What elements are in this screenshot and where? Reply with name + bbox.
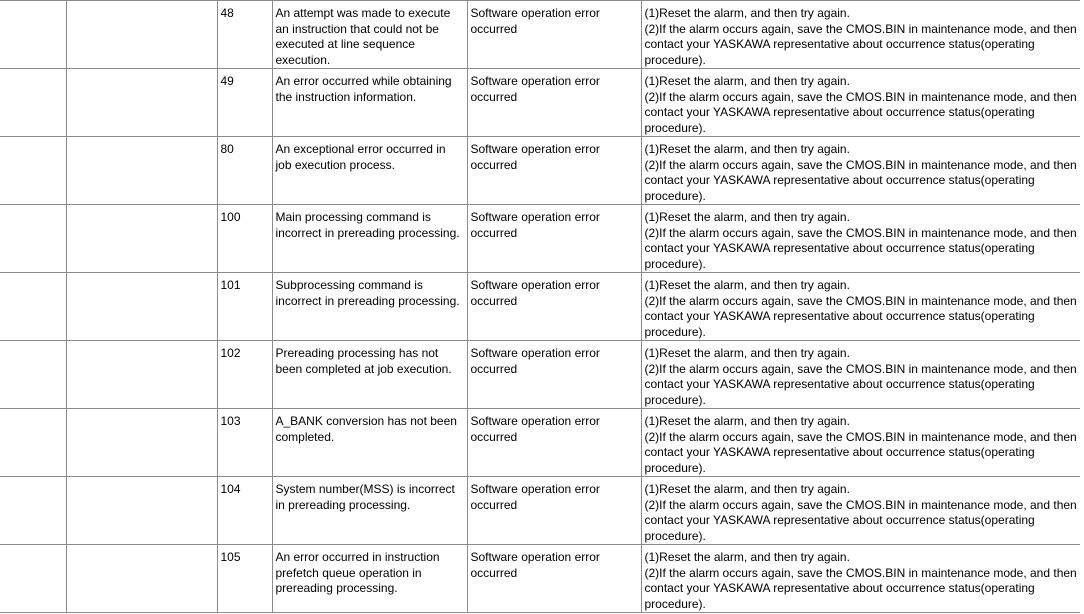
alarm-code-cell: 105 [217,545,272,613]
remedy-step: (1)Reset the alarm, and then try again. [644,6,850,20]
blank-cell [66,205,217,273]
alarm-remedy-cell [641,341,1080,409]
alarm-remedy-cell [641,409,1080,477]
blank-cell [66,137,217,205]
table-row [0,1,1080,69]
alarm-description-cell: Main processing command is incorrect in prereading processing. [272,205,467,273]
blank-cell [66,477,217,545]
remedy-step: (2)If the alarm occurs again, save the CMOS.BIN in maintenance mode, and then contact your YASKAWA representative about occurrence status(operating procedure). [644,565,1077,611]
alarm-description-cell: An error occurred in instruction prefetch queue operation in prereading processing. [272,545,467,613]
blank-cell [66,273,217,341]
alarm-cause-cell: Software operation error occurred [467,69,641,137]
remedy-step: (2)If the alarm occurs again, save the CMOS.BIN in maintenance mode, and then contact your YASKAWA representative about occurrence status(operating procedure). [644,157,1077,203]
alarm-description-cell: An exceptional error occurred in job execution process. [272,137,467,205]
remedy-step: (1)Reset the alarm, and then try again. [644,278,850,292]
table-row [0,477,1080,545]
blank-cell [0,137,66,205]
alarm-remedy-cell [641,205,1080,273]
alarm-description-cell: An error occurred while obtaining the instruction information. [272,69,467,137]
blank-cell [0,69,66,137]
remedy-step: (1)Reset the alarm, and then try again. [644,210,850,224]
alarm-table-body [0,1,1080,613]
alarm-code-cell: 101 [217,273,272,341]
blank-cell [66,69,217,137]
blank-cell [0,1,66,69]
alarm-remedy-cell [641,477,1080,545]
table-row [0,69,1080,137]
remedy-step: (1)Reset the alarm, and then try again. [644,74,850,88]
alarm-cause-cell: Software operation error occurred [467,273,641,341]
remedy-step: (2)If the alarm occurs again, save the CMOS.BIN in maintenance mode, and then contact your YASKAWA representative about occurrence status(operating procedure). [644,89,1077,135]
alarm-description-cell: Subprocessing command is incorrect in prereading processing. [272,273,467,341]
alarm-remedy-cell [641,1,1080,69]
table-row [0,205,1080,273]
remedy-step: (2)If the alarm occurs again, save the CMOS.BIN in maintenance mode, and then contact your YASKAWA representative about occurrence status(operating procedure). [644,497,1077,543]
alarm-description-cell: A_BANK conversion has not been completed. [272,409,467,477]
blank-cell [66,409,217,477]
blank-cell [66,341,217,409]
alarm-cause-cell: Software operation error occurred [467,477,641,545]
alarm-code-cell: 102 [217,341,272,409]
remedy-step: (1)Reset the alarm, and then try again. [644,142,850,156]
blank-cell [0,273,66,341]
alarm-cause-cell: Software operation error occurred [467,137,641,205]
remedy-step: (2)If the alarm occurs again, save the CMOS.BIN in maintenance mode, and then contact your YASKAWA representative about occurrence status(operating procedure). [644,293,1077,339]
blank-cell [66,545,217,613]
blank-cell [0,477,66,545]
blank-cell [66,1,217,69]
remedy-step: (2)If the alarm occurs again, save the CMOS.BIN in maintenance mode, and then contact your YASKAWA representative about occurrence status(operating procedure). [644,429,1077,475]
remedy-step: (2)If the alarm occurs again, save the CMOS.BIN in maintenance mode, and then contact your YASKAWA representative about occurrence status(operating procedure). [644,21,1077,67]
alarm-remedy-cell [641,137,1080,205]
blank-cell [0,205,66,273]
alarm-description-cell: System number(MSS) is incorrect in prereading processing. [272,477,467,545]
alarm-cause-cell: Software operation error occurred [467,205,641,273]
remedy-step: (1)Reset the alarm, and then try again. [644,346,850,360]
blank-cell [0,545,66,613]
alarm-code-cell: 104 [217,477,272,545]
alarm-cause-cell: Software operation error occurred [467,409,641,477]
alarm-cause-cell: Software operation error occurred [467,1,641,69]
alarm-remedy-cell [641,273,1080,341]
alarm-code-cell: 100 [217,205,272,273]
remedy-step: (1)Reset the alarm, and then try again. [644,414,850,428]
table-row [0,409,1080,477]
blank-cell [0,409,66,477]
blank-cell [0,341,66,409]
alarm-description-cell: Prereading processing has not been completed at job execution. [272,341,467,409]
table-row [0,341,1080,409]
alarm-code-cell: 48 [217,1,272,69]
alarm-remedy-cell [641,545,1080,613]
remedy-step: (1)Reset the alarm, and then try again. [644,550,850,564]
alarm-description-cell: An attempt was made to execute an instruction that could not be executed at line sequence execution. [272,1,467,69]
table-row [0,137,1080,205]
alarm-remedy-cell [641,69,1080,137]
alarm-code-cell: 80 [217,137,272,205]
alarm-code-cell: 103 [217,409,272,477]
table-row [0,545,1080,613]
remedy-step: (2)If the alarm occurs again, save the CMOS.BIN in maintenance mode, and then contact your YASKAWA representative about occurrence status(operating procedure). [644,225,1077,271]
remedy-step: (1)Reset the alarm, and then try again. [644,482,850,496]
alarm-code-cell: 49 [217,69,272,137]
alarm-cause-cell: Software operation error occurred [467,545,641,613]
table-row [0,273,1080,341]
alarm-cause-cell: Software operation error occurred [467,341,641,409]
remedy-step: (2)If the alarm occurs again, save the CMOS.BIN in maintenance mode, and then contact your YASKAWA representative about occurrence status(operating procedure). [644,361,1077,407]
